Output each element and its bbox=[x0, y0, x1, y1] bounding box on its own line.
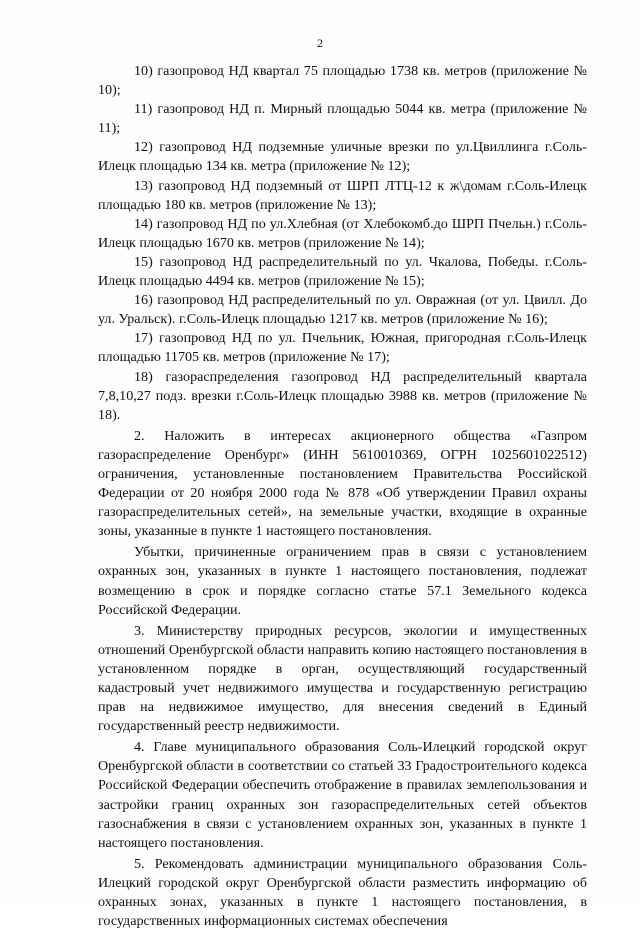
list-item-16: 16) газопровод НД распределительный по ул. Овражная (от ул. Цвилл. До ул. Уральск). г.Соль-Илецк площадью 1217 кв. метров (приложение № 16); bbox=[98, 292, 587, 328]
clause-2: 2. Наложить в интересах акционерного общества «Газпром газораспределение Оренбург» (ИНН 5610010369, ОГРН 1025601022512) ограничения, установленные постановлением Правительства Российской Федерации от 20 ноября 2000 года № 878 «Об утверждении Правил охраны газораспределительных сетей», на земельные участки, входящие в охранные зоны, указанные в пункте 1 настоящего постановления. bbox=[98, 427, 587, 540]
list-item-14: 14) газопровод НД по ул.Хлебная (от Хлебокомб.до ШРП Пчельн.) г.Соль-Илецк площадью 1670 кв. метров (приложение № 14); bbox=[98, 215, 587, 251]
clause-5: 5. Рекомендовать администрации муниципального образования Соль-Илецкий городской округ Оренбургской области разместить информацию об охранных зонах, указанных в пункте 1 настоящего постановления, в государственных информационных системах обеспечения bbox=[98, 855, 587, 930]
list-item-15: 15) газопровод НД распределительный по ул. Чкалова, Победы. г.Соль-Илецк площадью 4494 кв. метров (приложение № 15); bbox=[98, 253, 587, 290]
clause-2-damages: Убытки, причиненные ограничением прав в связи с установлением охранных зон, указанных в пункте 1 настоящего постановления, подлежат возмещению в срок и порядке согласно статье 57.1 Земельного кодекса Российской Федерации. bbox=[98, 544, 587, 618]
clause-3: 3. Министерству природных ресурсов, экологии и имущественных отношений Оренбургской области направить копию настоящего постановления в установленном порядке в орган, осуществляющий государственный кадастровый учет недвижимого имущества и государственную регистрацию прав на недвижимое имущество, для внесения сведений в Единый государственный реестр недвижимости. bbox=[98, 622, 587, 735]
document-body bbox=[98, 62, 587, 931]
list-item-11: 11) газопровод НД п. Мирный площадью 5044 кв. метра (приложение № 11); bbox=[98, 101, 587, 137]
list-item-18: 18) газораспределения газопровод НД распределительный квартала 7,8,10,27 подз. врезки г.Соль-Илецк площадью 3988 кв. метров (приложение № 18). bbox=[98, 368, 587, 423]
page-number: 2 bbox=[317, 36, 323, 50]
list-item-12: 12) газопровод НД подземные уличные врезки по ул.Цвиллинга г.Соль-Илецк площадью 134 кв. метра (приложение № 12); bbox=[98, 139, 587, 175]
list-item-13: 13) газопровод НД подземный от ШРП ЛТЦ-12 к ж\домам г.Соль-Илецк площадью 180 кв. метров (приложение № 13); bbox=[98, 177, 587, 213]
list-item-10: 10) газопровод НД квартал 75 площадью 1738 кв. метров (приложение № 10); bbox=[98, 63, 587, 99]
clause-4: 4. Главе муниципального образования Соль-Илецкий городской округ Оренбургской области в соответствии со статьей 33 Градостроительного кодекса Российской Федерации обеспечить отображение в правилах землепользования и застройки границ охранных зон газораспределительных сетей объектов газоснабжения в связи с установлением охранных зон, указанных в пункте 1 настоящего постановления. bbox=[98, 739, 587, 851]
list-item-17: 17) газопровод НД по ул. Пчельник, Южная, пригородная г.Соль-Илецк площадью 11705 кв. метров (приложение № 17); bbox=[98, 330, 587, 366]
